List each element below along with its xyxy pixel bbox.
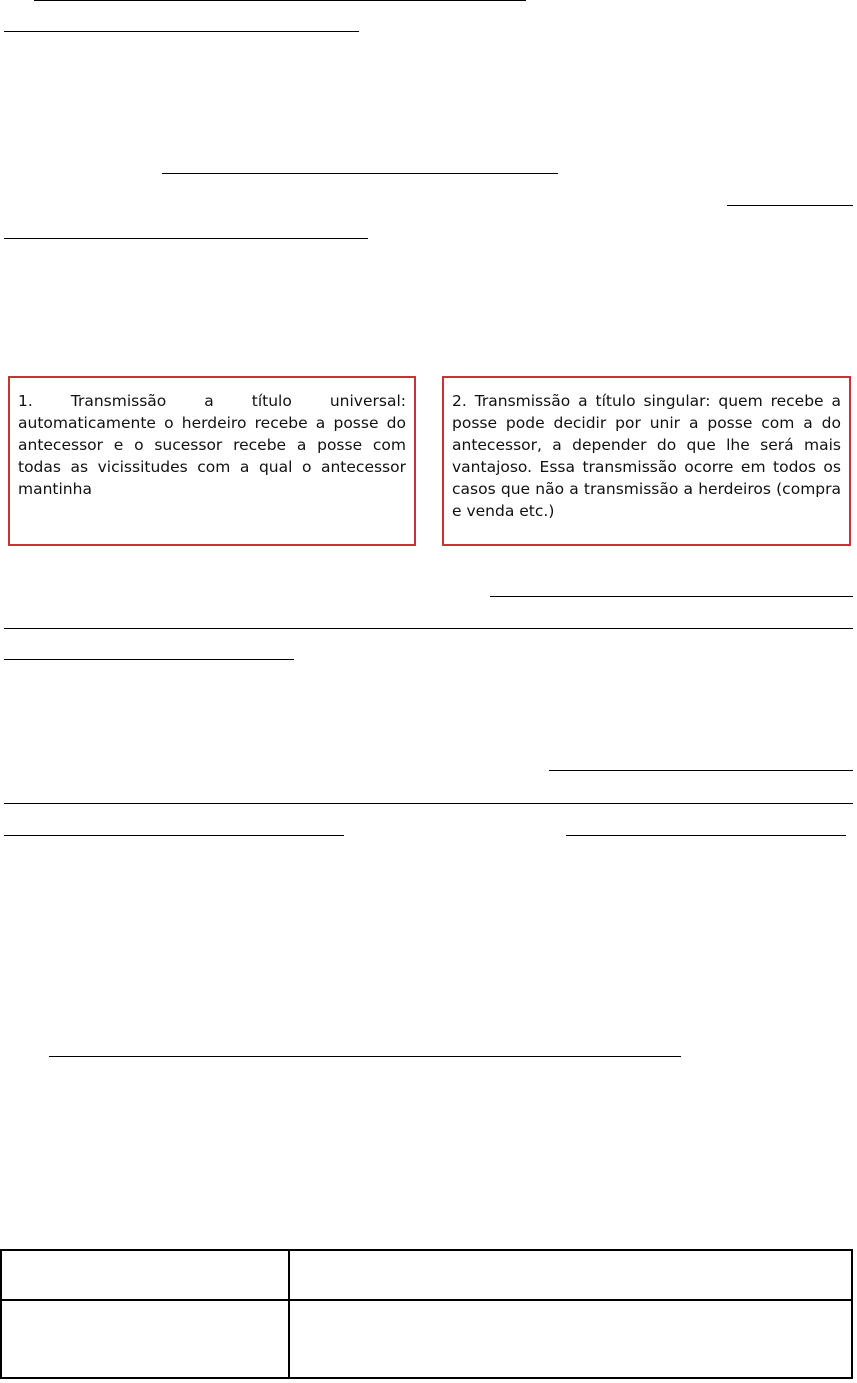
underline-rule-2 [4, 31, 359, 32]
underline-rule-11 [4, 835, 344, 836]
underline-rule-3 [162, 173, 558, 174]
underline-rule-12 [566, 835, 846, 836]
underline-rule-8 [4, 659, 294, 660]
underline-rule-1 [34, 0, 526, 1]
note-box-universal-transmission [8, 376, 416, 546]
underline-rule-5 [4, 238, 368, 239]
underline-rule-13 [49, 1056, 681, 1057]
underline-rule-7 [4, 628, 853, 629]
underline-rule-6 [490, 596, 853, 597]
note-box-text: 2. Transmissão a título singular: quem recebe a posse pode decidir por unir a posse com a do antecessor, a depender do que lhe será mais vantajoso. Essa transmissão ocorre em todos os casos que não a transmissão a herdeiros (compra e venda etc.) [452, 392, 841, 520]
underline-rule-4 [727, 205, 853, 206]
note-box-singular-transmission [442, 376, 851, 546]
table-cell [289, 1300, 852, 1378]
underline-rule-9 [549, 770, 853, 771]
table-row [1, 1250, 852, 1300]
table-row [1, 1300, 852, 1378]
note-box-text: 1. Transmissão a título universal: automaticamente o herdeiro recebe a posse do antecessor e o sucessor recebe a posse com todas as vicissitudes com a qual o antecessor mantinha [18, 392, 406, 498]
underline-rule-10 [4, 803, 853, 804]
content-table [0, 1249, 853, 1379]
table-cell [1, 1300, 289, 1378]
table-cell [1, 1250, 289, 1300]
table-cell [289, 1250, 852, 1300]
